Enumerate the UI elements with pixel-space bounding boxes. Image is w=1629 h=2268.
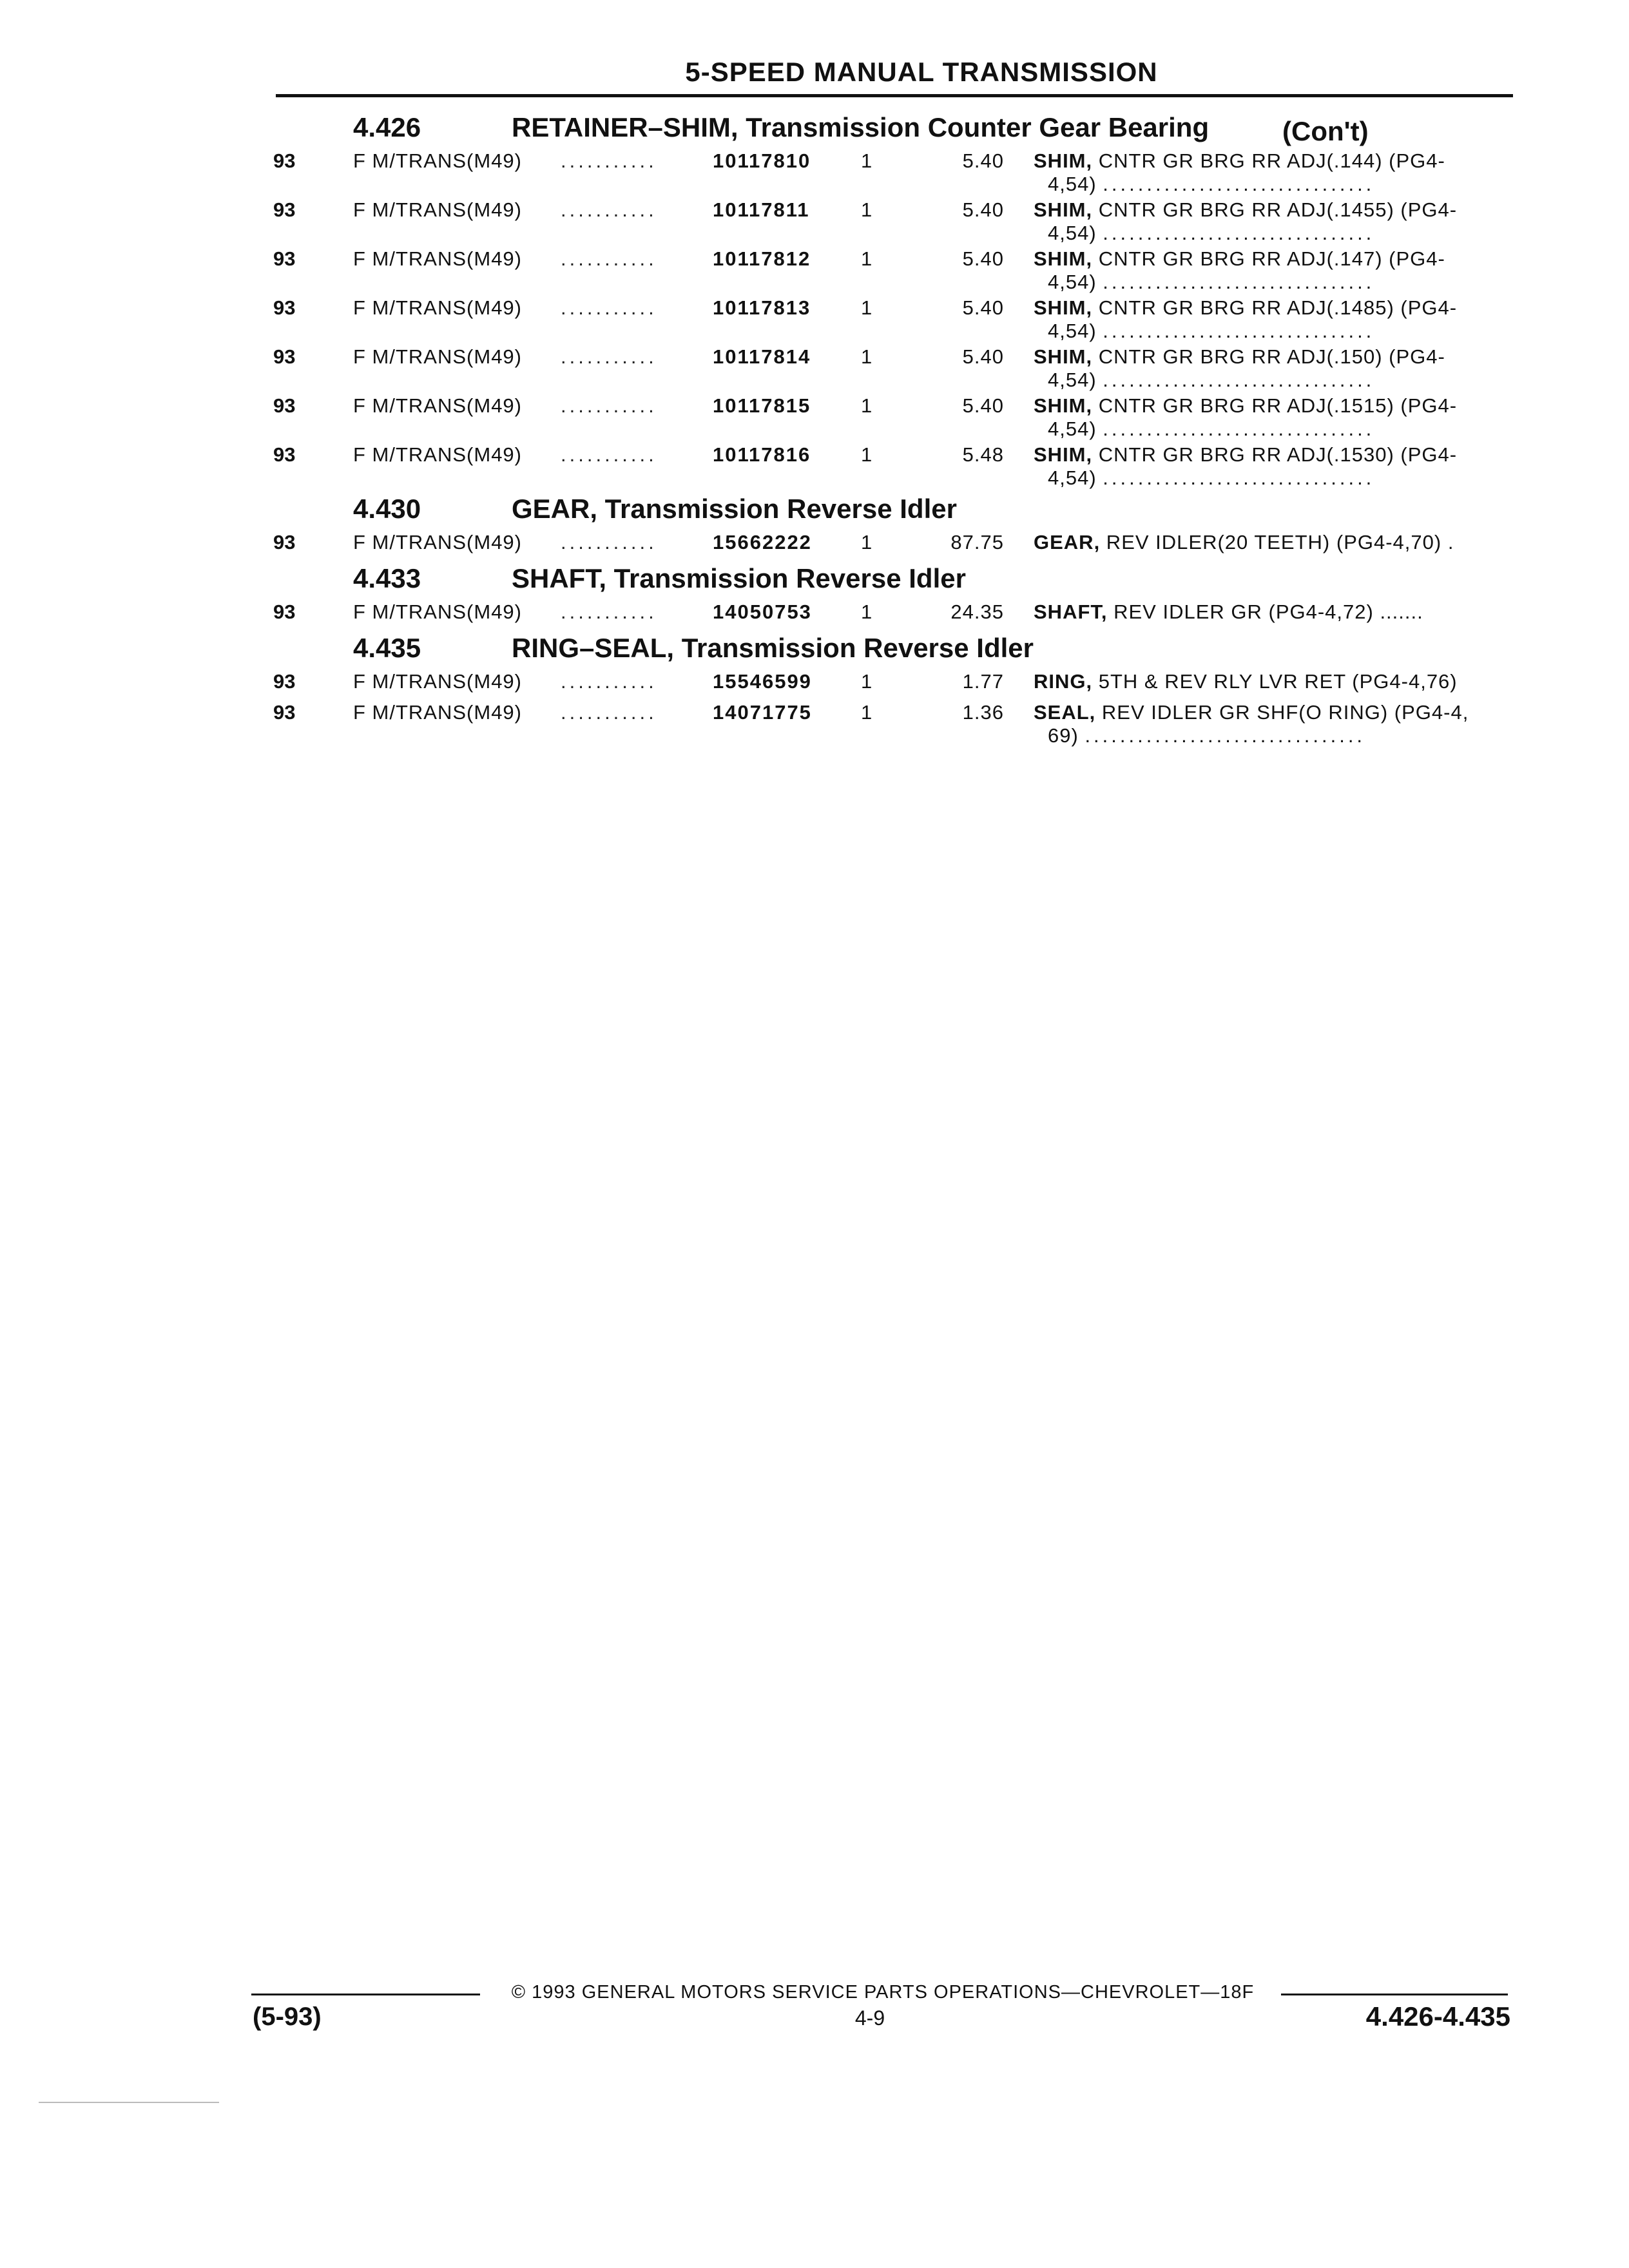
description-continuation-text: 69) [1048,724,1079,747]
dot-leader: ............................... [1103,418,1375,440]
section-heading [0,490,1629,528]
dot-leader: ........... [561,296,657,319]
description [1034,394,1504,441]
description-text: CNTR GR BRG RR ADJ(.1530) (PG4- [1092,443,1458,466]
dot-leader: ............................... [1103,466,1375,489]
section-heading [0,559,1629,598]
description-continuation-text: 4,54) [1048,222,1097,244]
parts-section [0,108,1629,490]
description-text: CNTR GR BRG RR ADJ(.1515) (PG4- [1092,394,1458,417]
description [1034,149,1504,196]
part-number: 10117811 [713,198,810,221]
description [1034,443,1504,490]
quantity: 1 [861,198,872,221]
description-keyword: SHIM, [1034,345,1093,368]
dot-leader: ........... [561,198,657,221]
dot-leader: ........... [561,701,657,724]
description-keyword: GEAR, [1034,531,1101,553]
model-code: F M/TRANS(M49) [353,670,522,693]
model-year: 93 [273,149,296,172]
description-line [1034,670,1458,693]
section-heading [0,108,1629,147]
parts-sections [0,108,1629,747]
description-keyword: SHAFT, [1034,601,1108,623]
model-year: 93 [273,345,296,368]
model-year: 93 [273,394,296,417]
description-continuation [1034,222,1504,245]
part-number: 10117810 [713,149,811,172]
description-continuation-text: 4,54) [1048,466,1097,489]
table-row [0,528,1629,559]
description-continuation [1034,466,1504,490]
quantity: 1 [861,670,872,693]
price: 5.40 [962,394,1004,417]
table-row [0,294,1629,343]
section-number: 4.435 [353,633,421,663]
quantity: 1 [861,601,872,623]
part-number: 10117812 [713,247,811,270]
description-text: 5TH & REV RLY LVR RET (PG4-4,76) [1092,670,1458,693]
model-code: F M/TRANS(M49) [353,601,522,623]
dot-leader: ................................ [1084,724,1366,747]
description-text: CNTR GR BRG RR ADJ(.150) (PG4- [1092,345,1445,368]
table-row [0,147,1629,196]
description-continuation-text: 4,54) [1048,271,1097,293]
quantity: 1 [861,247,872,270]
description-text: REV IDLER GR (PG4-4,72) ....... [1107,601,1423,623]
section-number: 4.433 [353,563,421,593]
dot-leader: ........... [561,149,657,172]
description [1034,701,1504,747]
table-row [0,598,1629,629]
dot-leader: ............................... [1103,173,1375,195]
part-number: 15546599 [713,670,812,693]
footer-date-code: (5-93) [253,2003,322,2031]
description-line [1034,601,1423,623]
page-title: 5-SPEED MANUAL TRANSMISSION [685,57,1158,87]
description-line [1034,345,1445,368]
description-keyword: RING, [1034,670,1093,693]
model-year: 93 [273,296,296,319]
price: 87.75 [950,531,1004,553]
model-year: 93 [273,531,296,553]
description [1034,670,1504,693]
part-number: 14071775 [713,701,812,724]
description-line [1034,443,1457,466]
description-continuation-text: 4,54) [1048,173,1097,195]
description-line [1034,296,1457,319]
model-code: F M/TRANS(M49) [353,247,522,270]
price: 5.48 [962,443,1004,466]
table-row [0,245,1629,294]
quantity: 1 [861,701,872,724]
footer-page-number: 4-9 [854,2006,885,2030]
top-rule [276,94,1513,97]
dot-leader: ............................... [1103,222,1375,244]
table-row [0,441,1629,490]
description-keyword: SHIM, [1034,443,1093,466]
section-title: RING–SEAL, Transmission Reverse Idler [512,633,1034,663]
description-line [1034,394,1457,417]
model-year: 93 [273,198,296,221]
table-row [0,698,1629,747]
table-row [0,392,1629,441]
description-continuation [1034,320,1504,343]
quantity: 1 [861,531,872,553]
dot-leader: ............................... [1103,271,1375,293]
description [1034,531,1504,554]
description [1034,198,1504,245]
description [1034,345,1504,392]
footer-rule-right [1281,1994,1508,1995]
dot-leader: ............................... [1103,320,1375,342]
dot-leader: ........... [561,394,657,417]
footer-copyright: © 1993 GENERAL MOTORS SERVICE PARTS OPERATIONS—CHEVROLET—18F [511,1982,1255,2003]
part-number: 10117815 [713,394,811,417]
section-title: GEAR, Transmission Reverse Idler [512,494,957,524]
description-continuation-text: 4,54) [1048,418,1097,440]
price: 5.40 [962,296,1004,319]
price: 24.35 [950,601,1004,623]
description-line [1034,198,1457,221]
description [1034,247,1504,294]
description-keyword: SHIM, [1034,149,1093,172]
price: 5.40 [962,345,1004,368]
description-keyword: SHIM, [1034,247,1093,270]
footer-section-range: 4.426-4.435 [1365,2001,1510,2032]
description-text: REV IDLER(20 TEETH) (PG4-4,70) . [1100,531,1454,553]
model-year: 93 [273,247,296,270]
parts-section [0,559,1629,629]
model-year: 93 [273,670,296,693]
description-continuation [1034,369,1504,392]
description-text: CNTR GR BRG RR ADJ(.147) (PG4- [1092,247,1445,270]
quantity: 1 [861,296,872,319]
parts-section [0,490,1629,559]
dot-leader: ........... [561,670,657,693]
description-keyword: SHIM, [1034,394,1093,417]
description-text: CNTR GR BRG RR ADJ(.1455) (PG4- [1092,198,1458,221]
description-keyword: SHIM, [1034,198,1093,221]
description-line [1034,531,1454,553]
quantity: 1 [861,394,872,417]
table-row [0,196,1629,245]
model-code: F M/TRANS(M49) [353,198,522,221]
model-code: F M/TRANS(M49) [353,394,522,417]
section-continued: (Con't) [1282,116,1369,146]
description-continuation [1034,173,1504,196]
model-code: F M/TRANS(M49) [353,443,522,466]
part-number: 10117816 [713,443,811,466]
description-keyword: SEAL, [1034,701,1096,724]
section-number: 4.430 [353,494,421,524]
section-heading [0,629,1629,668]
model-code: F M/TRANS(M49) [353,345,522,368]
dot-leader: ............................... [1103,369,1375,391]
dot-leader: ........... [561,247,657,270]
part-number: 10117813 [713,296,811,319]
footer-rule-left [251,1994,480,1995]
price: 1.77 [962,670,1004,693]
dot-leader: ........... [561,531,657,553]
description-line [1034,247,1445,270]
description-continuation-text: 4,54) [1048,320,1097,342]
dot-leader: ........... [561,601,657,623]
quantity: 1 [861,149,872,172]
part-number: 15662222 [713,531,812,553]
dot-leader: ........... [561,443,657,466]
description-text: CNTR GR BRG RR ADJ(.144) (PG4- [1092,149,1445,172]
price: 5.40 [962,149,1004,172]
model-code: F M/TRANS(M49) [353,149,522,172]
scan-artifact-line [39,2102,219,2103]
price: 5.40 [962,198,1004,221]
part-number: 10117814 [713,345,811,368]
dot-leader: ........... [561,345,657,368]
model-year: 93 [273,701,296,724]
table-row [0,343,1629,392]
model-code: F M/TRANS(M49) [353,701,522,724]
description-continuation [1034,724,1504,747]
model-code: F M/TRANS(M49) [353,531,522,553]
description-keyword: SHIM, [1034,296,1093,319]
part-number: 14050753 [713,601,812,623]
section-number: 4.426 [353,112,421,142]
price: 1.36 [962,701,1004,724]
model-year: 93 [273,443,296,466]
section-title: SHAFT, Transmission Reverse Idler [512,563,966,593]
price: 5.40 [962,247,1004,270]
parts-section [0,629,1629,747]
description-text: CNTR GR BRG RR ADJ(.1485) (PG4- [1092,296,1458,319]
model-code: F M/TRANS(M49) [353,296,522,319]
description-continuation [1034,418,1504,441]
description-line [1034,701,1469,724]
model-year: 93 [273,601,296,623]
quantity: 1 [861,443,872,466]
table-row [0,668,1629,698]
description-continuation-text: 4,54) [1048,369,1097,391]
description-text: REV IDLER GR SHF(O RING) (PG4-4, [1095,701,1469,724]
description [1034,601,1504,624]
description-continuation [1034,271,1504,294]
description-line [1034,149,1445,172]
quantity: 1 [861,345,872,368]
description [1034,296,1504,343]
section-title: RETAINER–SHIM, Transmission Counter Gear Bearing [512,112,1210,142]
